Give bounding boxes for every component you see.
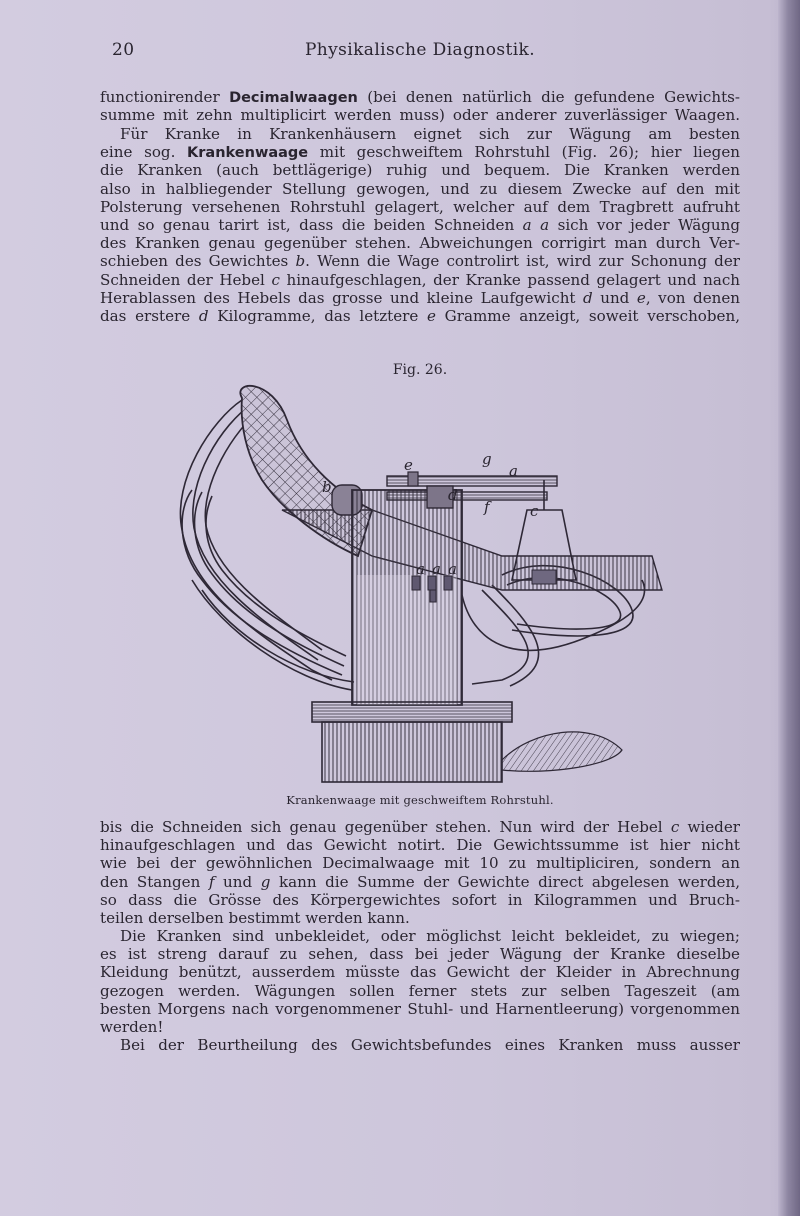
- figure-krankenwaage-illustration: [172, 380, 672, 785]
- figure-letter-a4: a: [448, 560, 457, 578]
- text-line: des Kranken genau gegenüber stehen. Abweichungen corrigirt man durch Ver-: [100, 234, 740, 253]
- text-line: den Stangen f und g kann die Summe der Gewichte direct abgelesen werden,: [100, 872, 740, 891]
- text-line: gezogen werden. Wägungen sollen ferner stets zur selben Tageszeit (am: [100, 981, 740, 1000]
- paragraph-gewichtssumme: [100, 818, 740, 927]
- text-line: teilen derselben bestimmt werden kann.: [100, 908, 410, 927]
- chair-shadow: [502, 732, 622, 771]
- paragraph-krankenwaage: [100, 125, 740, 325]
- paragraph-beurtheilung: [100, 1036, 740, 1054]
- paragraph-decimalwaagen: [100, 88, 740, 124]
- text-line: Die Kranken sind unbekleidet, oder möglichst leicht bekleidet, zu wiegen;: [120, 927, 740, 945]
- paragraph-kleidung: [100, 927, 740, 1036]
- text-line: es ist streng darauf zu sehen, dass bei jeder Wägung der Kranke dieselbe: [100, 945, 740, 964]
- figure-letter-f: f: [484, 498, 490, 516]
- scale-base: [322, 722, 502, 782]
- beam-f: [387, 492, 547, 500]
- text-line: Kleidung benützt, ausserdem müsste das Gewicht der Kleider in Abrechnung: [100, 963, 740, 982]
- figure-letter-a: a: [509, 462, 518, 480]
- text-line: schieben des Gewichtes b. Wenn die Wage controlirt ist, wird zur Schonung der: [100, 252, 740, 271]
- figure-letter-a2: a: [416, 560, 425, 578]
- figure-letter-c: c: [530, 502, 539, 520]
- text-line: so dass die Grösse des Körpergewichtes sofort in Kilogrammen und Bruch-: [100, 890, 740, 909]
- figure-caption: Krankenwaage mit geschweiftem Rohrstuhl.: [286, 793, 554, 807]
- text-line: und so genau tarirt ist, dass die beiden Schneiden a a sich vor jeder Wägung: [100, 215, 740, 234]
- running-head: [100, 40, 740, 64]
- text-line: Schneiden der Hebel c hinaufgeschlagen, der Kranke passend gelagert und nach: [100, 270, 740, 289]
- text-line: die Kranken (auch bettlägerige) ruhig und bequem. Die Kranken werden: [100, 161, 740, 180]
- text-line: Für Kranke in Krankenhäusern eignet sich zur Wägung am besten: [120, 125, 740, 143]
- running-weight-e: [408, 472, 418, 486]
- text-line: also in halbliegender Stellung gewogen, und zu diesem Zwecke auf den mit: [100, 179, 740, 198]
- text-line: eine sog. Krankenwaage mit geschweiftem Rohrstuhl (Fig. 26); hier liegen: [100, 143, 740, 162]
- text-line: Herablassen des Hebels das grosse und kleine Laufgewicht d und e, von denen: [100, 288, 741, 307]
- figure-letter-e: e: [404, 456, 413, 474]
- figure-label: Fig. 26.: [392, 362, 448, 378]
- figure-letter-b: b: [322, 478, 332, 496]
- text-line: functionirender Decimalwaagen (bei denen natürlich die gefundene Gewichts-: [100, 88, 740, 106]
- figure-letter-d: d: [448, 486, 458, 504]
- text-line: Bei der Beurtheilung des Gewichtsbefundes eines Kranken muss ausser: [120, 1036, 740, 1054]
- chair-seat: [282, 510, 662, 590]
- text-line: wie bei der gewöhnlichen Decimalwaage mit 10 zu multipliciren, sondern an: [100, 854, 740, 873]
- figure-letter-a3: a: [432, 560, 441, 578]
- text-line: das erstere d Kilogramme, das letztere e Gramme anzeigt, soweit verschoben,: [100, 306, 740, 325]
- text-line: besten Morgens nach vorgenommener Stuhl- und Harnentleerung) vorgenommen: [100, 999, 740, 1018]
- text-line: werden!: [100, 1017, 164, 1036]
- platform-board: [312, 702, 512, 722]
- text-line: summe mit zehn multiplicirt werden muss) oder anderer zuverlässiger Waagen.: [100, 106, 740, 125]
- text-line: bis die Schneiden sich genau gegenüber stehen. Nun wird der Hebel c wieder: [100, 818, 740, 836]
- text-line: hinaufgeschlagen und das Gewicht notirt. Die Gewichtssumme ist hier nicht: [100, 836, 740, 855]
- text-line: Polsterung versehenen Rohrstuhl gelagert, welcher auf dem Tragbrett aufruht: [100, 197, 740, 216]
- figure-letter-g: g: [482, 450, 492, 468]
- page-number: 20: [112, 40, 135, 60]
- book-spine-edge: [778, 0, 800, 1216]
- running-title: Physikalische Diagnostik.: [304, 40, 536, 60]
